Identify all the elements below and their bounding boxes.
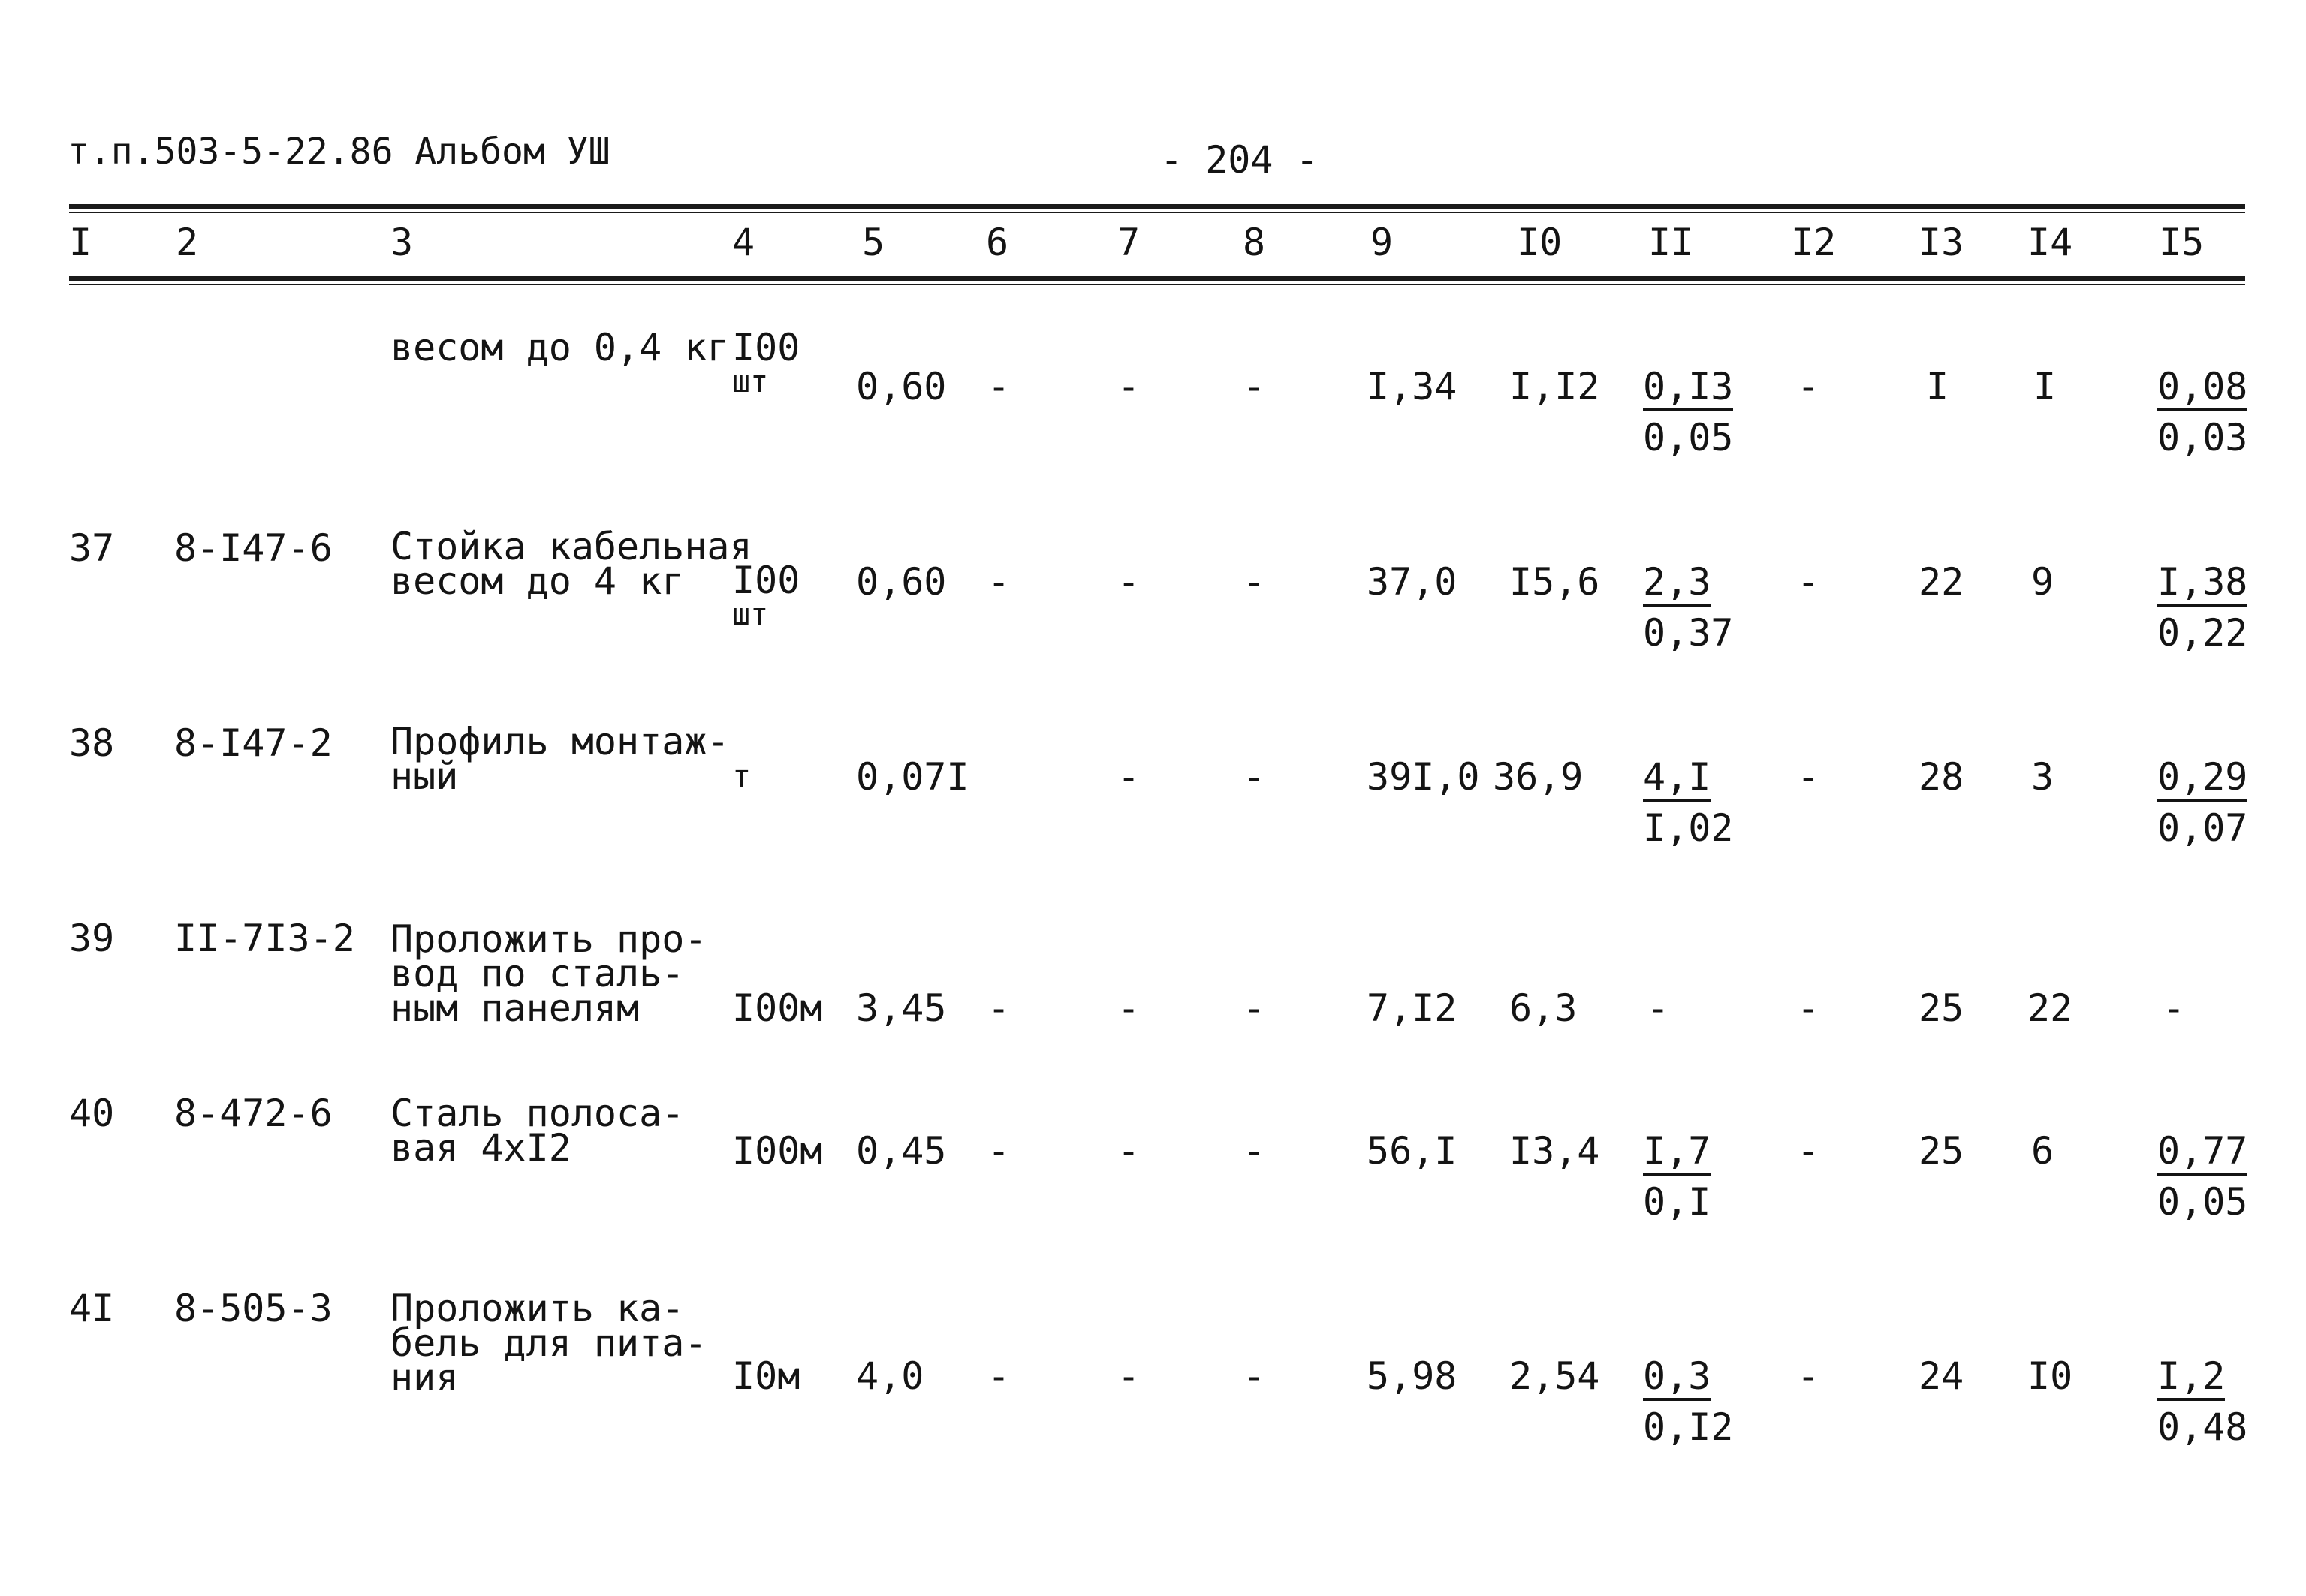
row-col14: 22 bbox=[2027, 986, 2073, 1030]
row-col15-fraction: $\frac{0,29}{0,07}$ bbox=[2157, 755, 2248, 850]
row-unit: I00м bbox=[732, 986, 823, 1030]
row-code: II-7I3-2 bbox=[174, 917, 355, 960]
header-bottom-rule bbox=[69, 276, 2245, 281]
page-number: - 204 - bbox=[1160, 138, 1319, 182]
row-col8: - bbox=[1243, 755, 1266, 799]
row-col9: 7,I2 bbox=[1367, 986, 1457, 1030]
row-col8: - bbox=[1243, 560, 1266, 604]
row-col15-fraction: $\frac{0,08}{0,03}$ bbox=[2157, 365, 2248, 459]
row-col7: - bbox=[1117, 986, 1141, 1030]
column-header-1: I bbox=[69, 221, 92, 264]
row-col6: - bbox=[987, 1354, 1011, 1398]
column-header-5: 5 bbox=[862, 221, 885, 264]
row-col8: - bbox=[1243, 1129, 1266, 1173]
row-col12: - bbox=[1797, 986, 1820, 1030]
row-name: Проложить ка- бель для пита- ния bbox=[390, 1287, 707, 1399]
row-col9: 39I,0 bbox=[1367, 755, 1480, 799]
row-col7: - bbox=[1117, 560, 1141, 604]
column-header-14: I4 bbox=[2027, 221, 2073, 264]
document-code: т.п.503-5-22.86 Альбом УШ bbox=[68, 131, 610, 173]
row-col10: I3,4 bbox=[1509, 1129, 1600, 1173]
row-col9: I,34 bbox=[1367, 365, 1457, 408]
row-col15-fraction: $\frac{I,38}{0,22}$ bbox=[2157, 560, 2248, 655]
row-unit: I00 шт bbox=[732, 326, 800, 399]
column-header-3: 3 bbox=[390, 221, 414, 264]
row-col7: - bbox=[1117, 1129, 1141, 1173]
row-col5: 0,07I bbox=[856, 755, 969, 799]
row-col13: 25 bbox=[1919, 1129, 1964, 1173]
column-header-13: I3 bbox=[1919, 221, 1964, 264]
row-col6: - bbox=[987, 365, 1011, 408]
row-col13: 22 bbox=[1919, 560, 1964, 604]
row-col14: 3 bbox=[2031, 755, 2054, 799]
row-col9: 56,I bbox=[1367, 1129, 1457, 1173]
column-header-15: I5 bbox=[2159, 221, 2205, 264]
row-col10: 36,9 bbox=[1493, 755, 1584, 799]
row-col10: I,I2 bbox=[1509, 365, 1600, 408]
row-col11-fraction: $\frac{I,7}{0,I}$ bbox=[1643, 1129, 1711, 1224]
column-header-8: 8 bbox=[1243, 221, 1266, 264]
row-col13: 25 bbox=[1919, 986, 1964, 1030]
row-col6: - bbox=[987, 1129, 1011, 1173]
row-col5: 0,60 bbox=[856, 560, 947, 604]
column-header-2: 2 bbox=[176, 221, 199, 264]
row-col7: - bbox=[1117, 755, 1141, 799]
row-col11: - bbox=[1647, 986, 1670, 1030]
row-col13: 28 bbox=[1919, 755, 1964, 799]
row-number: 37 bbox=[69, 526, 115, 570]
row-col14: I bbox=[2033, 365, 2057, 408]
row-col15-fraction: $\frac{I,2}{0,48}$ bbox=[2157, 1354, 2248, 1449]
row-col11-fraction: $\frac{2,3}{0,37}$ bbox=[1643, 560, 1734, 655]
row-col15: - bbox=[2163, 986, 2186, 1030]
row-col12: - bbox=[1797, 755, 1820, 799]
column-header-11: II bbox=[1648, 221, 1694, 264]
row-number: 39 bbox=[69, 917, 115, 960]
row-code: 8-505-3 bbox=[174, 1287, 333, 1330]
row-col6: - bbox=[987, 986, 1011, 1030]
row-number: 4I bbox=[69, 1287, 115, 1330]
row-col12: - bbox=[1797, 1354, 1820, 1398]
row-col15-fraction: $\frac{0,77}{0,05}$ bbox=[2157, 1129, 2248, 1224]
row-col11-fraction: $\frac{0,3}{0,I2}$ bbox=[1643, 1354, 1734, 1449]
row-col11-fraction: $\frac{4,I}{I,02}$ bbox=[1643, 755, 1734, 850]
row-unit: I00 шт bbox=[732, 559, 800, 632]
row-col12: - bbox=[1797, 365, 1820, 408]
row-code: 8-I47-6 bbox=[174, 526, 333, 570]
header-top-rule bbox=[69, 204, 2245, 209]
row-code: 8-I47-2 bbox=[174, 721, 333, 765]
row-number: 40 bbox=[69, 1092, 115, 1135]
row-col6: - bbox=[987, 560, 1011, 604]
row-name: весом до 0,4 кг bbox=[390, 326, 730, 369]
column-header-9: 9 bbox=[1370, 221, 1394, 264]
row-col8: - bbox=[1243, 1354, 1266, 1398]
row-col13: I bbox=[1926, 365, 1949, 408]
row-name: Стойка кабельная весом до 4 кг bbox=[390, 525, 752, 603]
column-header-6: 6 bbox=[986, 221, 1009, 264]
row-col7: - bbox=[1117, 1354, 1141, 1398]
row-col7: - bbox=[1117, 365, 1141, 408]
row-col9: 37,0 bbox=[1367, 560, 1457, 604]
row-unit: I0м bbox=[732, 1354, 800, 1398]
row-name: Сталь полоса- вая 4хI2 bbox=[390, 1092, 685, 1170]
header-bottom-rule-thin bbox=[69, 284, 2245, 285]
row-col5: 0,45 bbox=[856, 1129, 947, 1173]
row-col8: - bbox=[1243, 986, 1266, 1030]
row-col5: 3,45 bbox=[856, 986, 947, 1030]
row-col14: 9 bbox=[2031, 560, 2054, 604]
row-name: Проложить про- вод по сталь- ным панелям bbox=[390, 917, 707, 1030]
header-top-rule-thin bbox=[69, 212, 2245, 213]
row-col9: 5,98 bbox=[1367, 1354, 1457, 1398]
row-col12: - bbox=[1797, 1129, 1820, 1173]
row-col11-fraction: $\frac{0,I3}{0,05}$ bbox=[1643, 365, 1734, 459]
row-col12: - bbox=[1797, 560, 1820, 604]
row-col10: 2,54 bbox=[1509, 1354, 1600, 1398]
row-name: Профиль монтаж- ный bbox=[390, 720, 730, 798]
row-col8: - bbox=[1243, 365, 1266, 408]
row-unit: т bbox=[732, 758, 752, 795]
row-col14: I0 bbox=[2027, 1354, 2073, 1398]
column-header-7: 7 bbox=[1117, 221, 1141, 264]
row-number: 38 bbox=[69, 721, 115, 765]
row-col14: 6 bbox=[2031, 1129, 2054, 1173]
column-header-10: I0 bbox=[1517, 221, 1563, 264]
row-col10: I5,6 bbox=[1509, 560, 1600, 604]
column-header-12: I2 bbox=[1791, 221, 1837, 264]
row-col5: 4,0 bbox=[856, 1354, 924, 1398]
row-col10: 6,3 bbox=[1509, 986, 1578, 1030]
row-col5: 0,60 bbox=[856, 365, 947, 408]
row-unit: I00м bbox=[732, 1129, 823, 1173]
row-col13: 24 bbox=[1919, 1354, 1964, 1398]
row-code: 8-472-6 bbox=[174, 1092, 333, 1135]
column-header-4: 4 bbox=[732, 221, 755, 264]
